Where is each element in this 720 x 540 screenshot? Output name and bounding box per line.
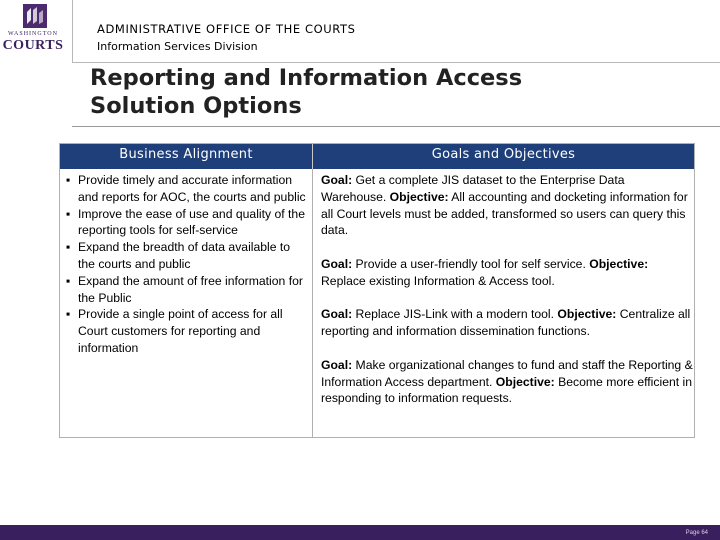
- slide-title: [90, 64, 522, 120]
- bullet-icon: ▪: [66, 240, 71, 255]
- list-item: ▪ Provide a single point of access for all Court customers for reporting and information: [66, 307, 283, 355]
- bullet-icon: ▪: [66, 173, 71, 187]
- division-name: Information Services Division: [97, 40, 258, 53]
- business-alignment-list: [66, 172, 310, 357]
- title-underline: [72, 126, 720, 127]
- goal-entry-3: Goal: Replace JIS-Link with a modern tool. Objective: Centralize all reporting and information dissemination functions.: [321, 307, 691, 339]
- column-header-goals-objectives: Goals and Objectives: [431, 147, 576, 162]
- list-item: ▪ Improve the ease of use and quality of the reporting tools for self-service: [66, 206, 305, 238]
- header-horizontal-divider: [72, 62, 720, 63]
- goals-objectives-column: [321, 172, 693, 424]
- footer-bar: [0, 525, 720, 540]
- page-number: Page 64: [685, 530, 708, 536]
- bullet-icon: ▪: [66, 307, 71, 322]
- goal-entry-4: Goal: Make organizational changes to fund and staff the Reporting & Information Access department. Objective: Become more efficient in responding to information requests.: [321, 357, 693, 406]
- logo-text-big: COURTS: [2, 38, 64, 53]
- logo-text-small: WASHINGTON: [8, 31, 58, 37]
- column-divider: [312, 169, 313, 437]
- goal-entry-1: Goal: Get a complete JIS dataset to the Enterprise Data Warehouse. Objective: All accounting and docketing information for all Court levels must be added, transformed so users can query this data.: [321, 173, 688, 238]
- bullet-icon: ▪: [66, 206, 71, 221]
- list-item: ▪ Expand the breadth of data available to the courts and public: [66, 240, 291, 271]
- slide-title-line-2: Solution Options: [90, 93, 302, 119]
- goal-entry-2: Goal: Provide a user-friendly tool for self service. Objective: Replace existing Information & Access tool.: [321, 256, 649, 288]
- courts-emblem-icon: [23, 4, 47, 28]
- solution-options-table: [59, 143, 695, 438]
- column-header-business-alignment: Business Alignment: [119, 147, 253, 162]
- washington-courts-logo: [0, 0, 66, 60]
- bullet-icon: ▪: [66, 273, 71, 288]
- office-name: ADMINISTRATIVE OFFICE OF THE COURTS: [97, 22, 356, 36]
- list-item: ▪ Expand the amount of free information for the Public: [66, 273, 303, 305]
- header-vertical-divider: [72, 0, 73, 62]
- slide-title-line-1: Reporting and Information Access: [90, 65, 523, 91]
- table-header-row: [60, 144, 694, 169]
- list-item: ▪ Provide timely and accurate information and reports for AOC, the courts and public: [66, 173, 306, 204]
